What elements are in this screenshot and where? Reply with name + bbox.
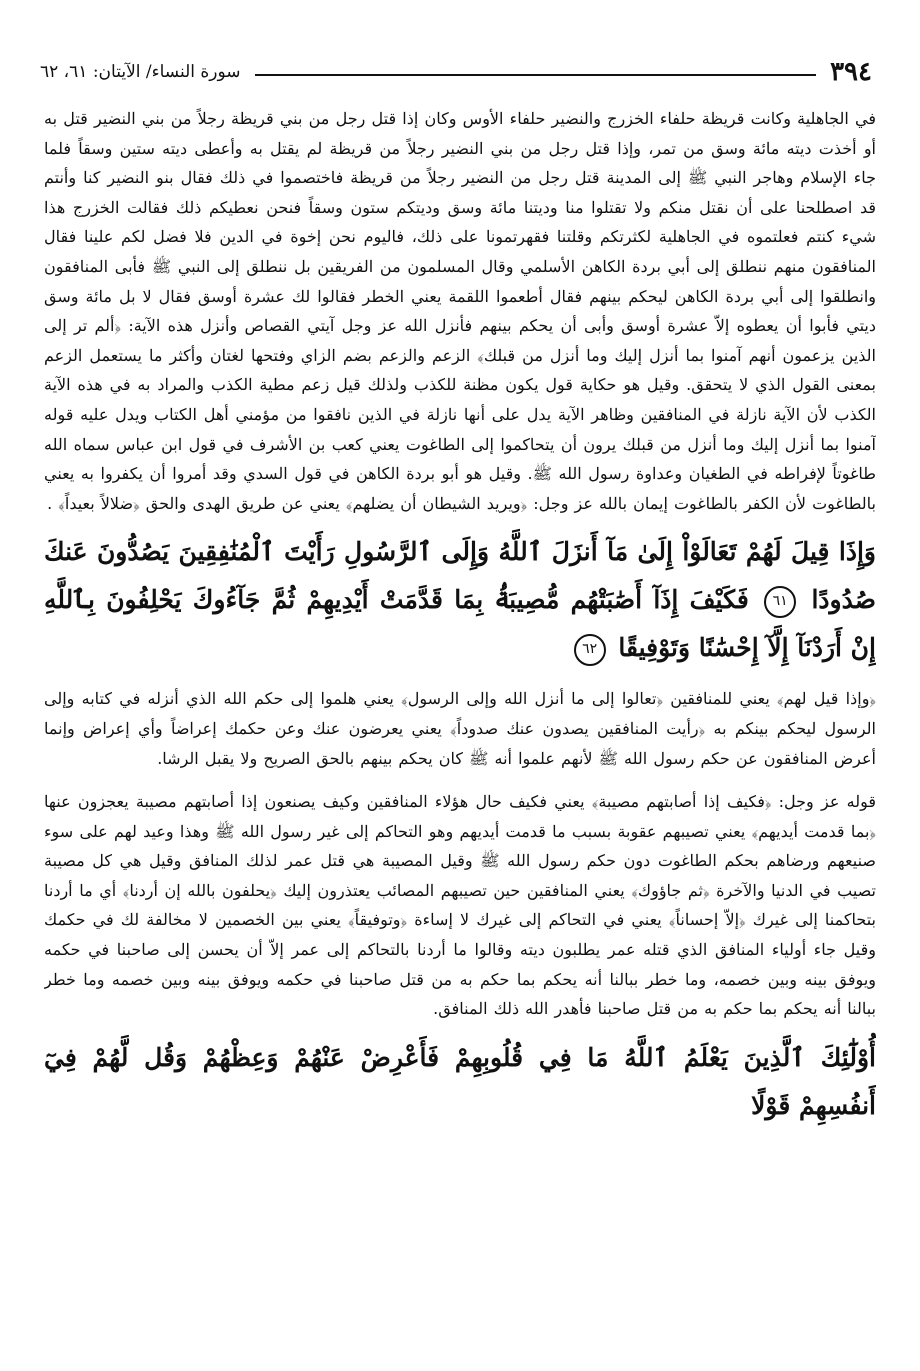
- commentary-paragraph-1: في الجاهلية وكانت قريظة حلفاء الخزرج والنضير حلفاء الأوس وكان إذا قتل رجل من بني قريظة رجلاً من بني النضير قتل به أو أخذت ديته مائة وسق من تمر، وإذا قتل رجل من بني النضير رجلاً من قريظة لم يقتل به وأعطى ديته ستين وسقاً فلما جاء الإسلام وهاجر النبي ﷺ إلى المدينة قتل رجل من النضير رجلاً من قريظة فاختصموا في ذلك فقال بنو النضير كنا وأنتم قد اصطلحنا على أن نقتل منكم ولا تقتلوا منا وديتنا مائة وسق وديتكم ستون وسقاً فنحن نعطيكم ذلك فقالت الخزرج هذا شيء كنتم فعلتموه في الجاهلية لكثرتكم وقلتنا فقهرتمونا على ذلك، فاليوم نحن إخوة في الدين فلا فضل لكم علينا فقال المنافقون منهم ننطلق إلى أبي بردة الكاهن الأسلمي وقال المسلمون من الفريقين بل ننطلق إلى النبي ﷺ فأبى المنافقون وانطلقوا إلى أبي بردة الكاهن ليحكم بينهم فقال أطعموا اللقمة يعني الخطر فقالوا لك عشرة أوسق فقال لا بل مائة وسق ديتي فأبوا أن يعطوه إلاّ عشرة أوسق وأبى أن يحكم بينهم فأنزل الله عز وجل آيتي القصاص وأنزل هذه الآية: ﴿ألم تر إلى الذين يزعمون أنهم آمنوا بما أنزل إليك وما أنزل من قبلك﴾ الزعم والزعم بضم الزاي وفتحها لغتان وأكثر ما يستعمل الزعم بمعنى القول الذي لا يتحقق. وقيل هو حكاية قول يكون مظنة للكذب ولذلك قيل زعم مطية الكذب والمراد به في هذه الآية الكذب لأن الآية نازلة في المنافقين وظاهر الآية يدل على أنها نازلة في الذين نافقوا من مؤمني أهل الكتاب ويدل عليه قوله آمنوا بما أنزل إليك وما أنزل من قبلك يرون أن يتحاكموا إلى الطاغوت يعني كعب بن الأشرف في قول ابن عباس سماه الله طاغوتاً لإفراطه في الطغيان وعداوة رسول الله ﷺ. وقيل هو أبو بردة الكاهن في قول السدي وقد أمروا أن يكفروا به يعني بالطاغوت لأن الكفر بالطاغوت إيمان بالله عز وجل: ﴿ويريد الشيطان أن يضلهم﴾ يعني عن طريق الهدى والحق ﴿ضلالاً بعيداً﴾ .: [44, 109, 876, 513]
- header-rule: [255, 74, 817, 76]
- page-number: ٣٩٤: [830, 57, 872, 87]
- page-content: [44, 104, 876, 1351]
- commentary-paragraph-3: قوله عز وجل: ﴿فكيف إذا أصابتهم مصيبة﴾ يعني فكيف حال هؤلاء المنافقين وكيف يصنعون إذا أصابتهم مصيبة يعجزون عنها ﴿بما قدمت أيديهم﴾ يعني تصيبهم عقوبة بسبب ما قدمت أيديهم وهو التحاكم إلى غير رسول الله ﷺ وهذا وعيد لهم على سوء صنيعهم ورضاهم بحكم الطاغوت دون حكم رسول الله ﷺ وقيل المصيبة هي قتل عمر لذلك المنافق وقيل هي كل مصيبة تصيب في الدنيا والآخرة ﴿ثم جاؤوك﴾ يعني المنافقين حين تصيبهم المصائب يعتذرون إليك ﴿يحلفون بالله إن أردنا﴾ أي ما أردنا بتحاكمنا إلى غيرك ﴿إلاّ إحساناً﴾ يعني في التحاكم إلى غيرك لا إساءة ﴿وتوفيقاً﴾ يعني بين الخصمين لا مخالفة لك في حكمك وقيل جاء أولياء المنافق الذي قتله عمر يطلبون ديته وقالوا ما أردنا بالتحاكم إلى عمر إلاّ أن يحسن إلى صاحبنا في حكمه ويوفق بينه وبين خصمه، وما خطر ببالنا أنه يحكم بما حكم به من قتل صاحبنا في حكمه ويوفق بينه وبين خصمه وما خطر ببالنا أنه يحكم بما حكم به من قتل صاحبنا فأهدر الله ذلك المنافق.: [44, 792, 876, 1019]
- quran-verses-61-62: [44, 528, 876, 672]
- quran-verse-63-start: أُوْلَٰٓئِكَ ٱلَّذِينَ يَعْلَمُ ٱللَّهُ مَا فِي قُلُوبِهِمْ فَأَعْرِضْ عَنْهُمْ وَعِظْهُمْ وَقُل لَّهُمْ فِيٓ أَنفُسِهِمْ قَوْلًا: [44, 1042, 876, 1120]
- page-header: [40, 52, 872, 92]
- verse-62-number: ٦٢: [574, 634, 606, 666]
- verse-61-text: وَإِذَا قِيلَ لَهُمْ تَعَالَوْاْ إِلَىٰ مَآ أَنزَلَ ٱللَّهُ وَإِلَى ٱلرَّسُولِ رَأَيْتَ ٱلْمُنَٰفِقِينَ يَصُدُّونَ عَنكَ صُدُودًا: [44, 537, 876, 615]
- verse-61-number: ٦١: [764, 586, 796, 618]
- commentary-paragraph-2: ﴿وإذا قيل لهم﴾ يعني للمنافقين ﴿تعالوا إلى ما أنزل الله وإلى الرسول﴾ يعني هلموا إلى حكم الله الذي أنزله في كتابه وإلى الرسول ليحكم بينكم به ﴿رأيت المنافقين يصدون عنك صدوداً﴾ يعني يعرضون عنك وعن حكمك إعراضاً وأي إعراض وإنما أعرض المنافقون عن حكم رسول الله ﷺ لأنهم علموا أنه ﷺ كان يحكم بينهم بالحق الصريح ولا يقبل الرشا.: [44, 689, 876, 768]
- verse-62-text: فَكَيْفَ إِذَآ أَصَٰبَتْهُم مُّصِيبَةُۢ بِمَا قَدَّمَتْ أَيْدِيهِمْ ثُمَّ جَآءُوكَ يَحْلِفُونَ بِٱللَّهِ إِنْ أَرَدْنَآ إِلَّآ إِحْسَٰنًا وَتَوْفِيقًا: [44, 585, 876, 663]
- running-title: سورة النساء/ الآيتان: ٦١، ٦٢: [40, 62, 241, 82]
